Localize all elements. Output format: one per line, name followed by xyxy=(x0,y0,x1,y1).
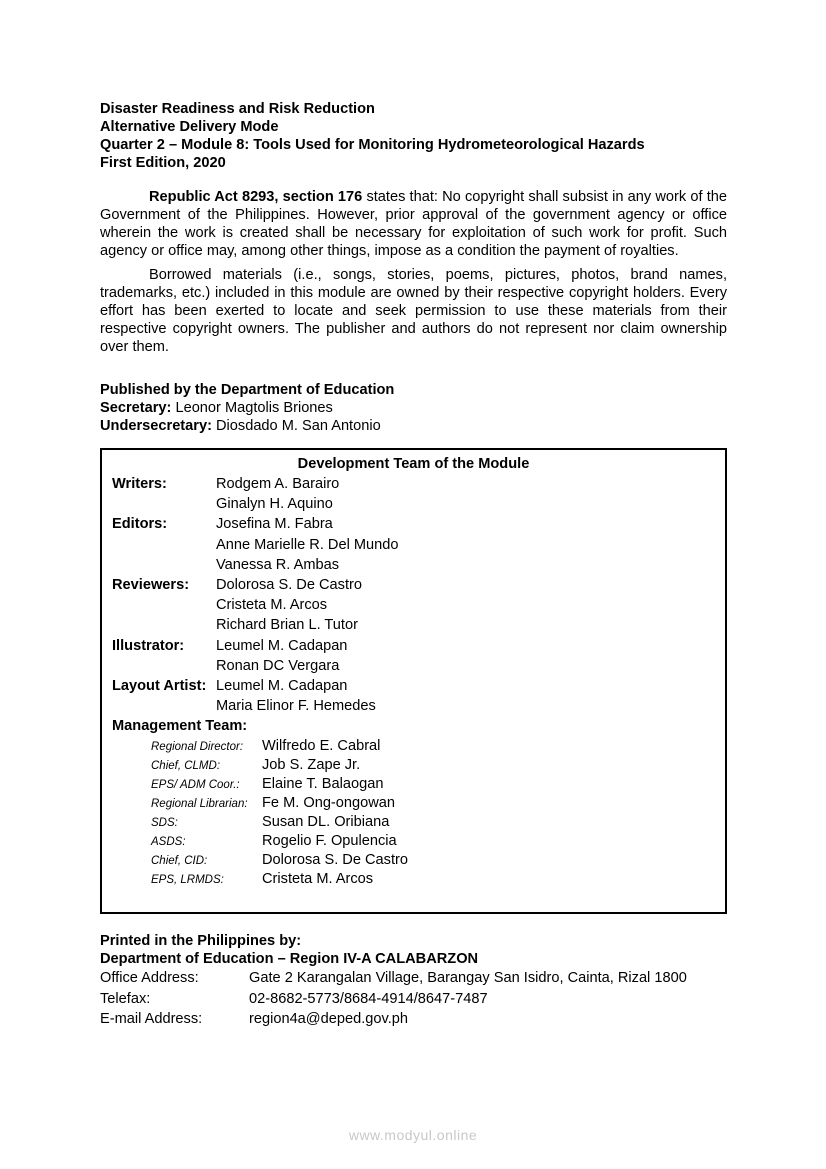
team-row xyxy=(112,615,358,635)
management-row xyxy=(151,756,361,775)
team-role: Layout Artist: xyxy=(112,678,207,694)
management-member: Susan DL. Oribiana xyxy=(262,814,390,830)
team-member: Ronan DC Vergara xyxy=(216,657,340,674)
office-label: Office Address: xyxy=(100,970,199,986)
team-row xyxy=(112,474,340,494)
published-by: Published by the Department of Education xyxy=(100,382,395,398)
team-member: Maria Elinor F. Hemedes xyxy=(216,698,376,715)
management-row xyxy=(151,794,396,813)
email-label: E-mail Address: xyxy=(100,1011,203,1027)
management-role: Regional Director: xyxy=(151,741,244,753)
management-role: ASDS: xyxy=(151,836,186,848)
region-office: Department of Education – Region IV-A CALABARZON xyxy=(100,951,479,967)
team-row xyxy=(112,696,376,716)
edition: First Edition, 2020 xyxy=(100,155,226,171)
management-member: Fe M. Ong-ongowan xyxy=(262,795,396,811)
team-row xyxy=(112,494,333,514)
team-member: Cristeta M. Arcos xyxy=(216,597,328,614)
team-member: Richard Brian L. Tutor xyxy=(216,617,358,634)
publisher-info xyxy=(100,381,727,435)
team-member: Josefina M. Fabra xyxy=(216,516,333,533)
management-row xyxy=(151,832,397,851)
team-role: Editors: xyxy=(112,516,168,533)
borrowed-materials-notice xyxy=(100,266,727,356)
team-member: Leumel M. Cadapan xyxy=(216,678,348,694)
team-row xyxy=(112,555,340,575)
team-title: Development Team of the Module xyxy=(297,456,530,472)
watermark: www.modyul.online xyxy=(348,1127,478,1143)
team-role: Management Team: xyxy=(112,718,248,735)
team-role: Illustrator: xyxy=(112,637,185,654)
secretary-label: Secretary: xyxy=(100,400,172,416)
management-row xyxy=(151,775,384,794)
management-member: Elaine T. Balaogan xyxy=(262,776,384,792)
team-role: Reviewers: xyxy=(112,577,190,593)
management-role: SDS: xyxy=(151,817,178,829)
team-member: Dolorosa S. De Castro xyxy=(216,577,362,593)
management-role: EPS, LRMDS: xyxy=(151,874,224,886)
team-row xyxy=(112,656,340,676)
management-member: Cristeta M. Arcos xyxy=(262,871,374,887)
team-member: Vanessa R. Ambas xyxy=(216,556,340,573)
management-member: Dolorosa S. De Castro xyxy=(262,852,408,868)
team-member: Anne Marielle R. Del Mundo xyxy=(216,536,399,553)
secretary-name: Leonor Magtolis Briones xyxy=(171,400,333,416)
team-row xyxy=(112,716,247,736)
document-header xyxy=(100,100,727,172)
management-member: Job S. Zape Jr. xyxy=(262,757,361,773)
management-member: Rogelio F. Opulencia xyxy=(262,833,397,849)
team-member: Ginalyn H. Aquino xyxy=(216,496,333,513)
team-member: Leumel M. Cadapan xyxy=(216,637,348,654)
printed-by: Printed in the Philippines by: xyxy=(100,933,302,949)
team-role: Writers: xyxy=(112,476,167,492)
team-row xyxy=(112,535,399,555)
team-row xyxy=(112,575,362,595)
module-title: Quarter 2 – Module 8: Tools Used for Monitoring Hydrometeorological Hazards xyxy=(100,137,645,153)
subject-title: Disaster Readiness and Risk Reduction xyxy=(100,101,375,117)
ra-citation: Republic Act 8293, section 176 xyxy=(149,189,363,205)
management-row xyxy=(151,737,381,756)
management-role: EPS/ ADM Coor.: xyxy=(151,779,240,791)
undersecretary-label: Undersecretary: xyxy=(100,418,212,434)
management-row xyxy=(151,813,390,832)
borrowed-text: Borrowed materials (i.e., songs, stories, poems, pictures, photos, brand names, trademarks, etc.) included in this module are owned by their respective copyright holders. Every effort has been exerted to locate and seek permission to use these materials from their respective copyright owners. The publisher and authors do not represent nor claim ownership over them. xyxy=(100,267,727,355)
telefax-label: Telefax: xyxy=(100,990,151,1007)
telefax: 02-8682-5773/8684-4914/8647-7487 xyxy=(249,990,488,1007)
team-row xyxy=(112,595,328,615)
management-row xyxy=(151,870,374,889)
undersecretary-name: Diosdado M. San Antonio xyxy=(211,418,381,434)
printing-info xyxy=(100,932,687,1030)
management-member: Wilfredo E. Cabral xyxy=(262,738,381,754)
copyright-notice xyxy=(100,188,727,260)
email-address: region4a@deped.gov.ph xyxy=(249,1011,408,1027)
management-role: Chief, CID: xyxy=(151,855,208,867)
management-role: Chief, CLMD: xyxy=(151,760,221,772)
team-row xyxy=(112,676,348,696)
team-row xyxy=(112,514,333,534)
management-role: Regional Librarian: xyxy=(151,798,248,810)
management-row xyxy=(151,851,408,870)
team-row xyxy=(112,636,348,656)
copyright-text: states that: No copyright shall subsist in any work of the Government of the Philippines. However, prior approval of the government agency or office wherein the work is created shall be necessary for exploitation of such work for profit. Such agency or office may, among other things, impose as a condition the payment of royalties. xyxy=(100,189,727,259)
office-address: Gate 2 Karangalan Village, Barangay San Isidro, Cainta, Rizal 1800 xyxy=(249,970,687,986)
development-team-box xyxy=(100,448,727,914)
team-member: Rodgem A. Barairo xyxy=(216,476,340,492)
delivery-mode: Alternative Delivery Mode xyxy=(100,119,279,135)
